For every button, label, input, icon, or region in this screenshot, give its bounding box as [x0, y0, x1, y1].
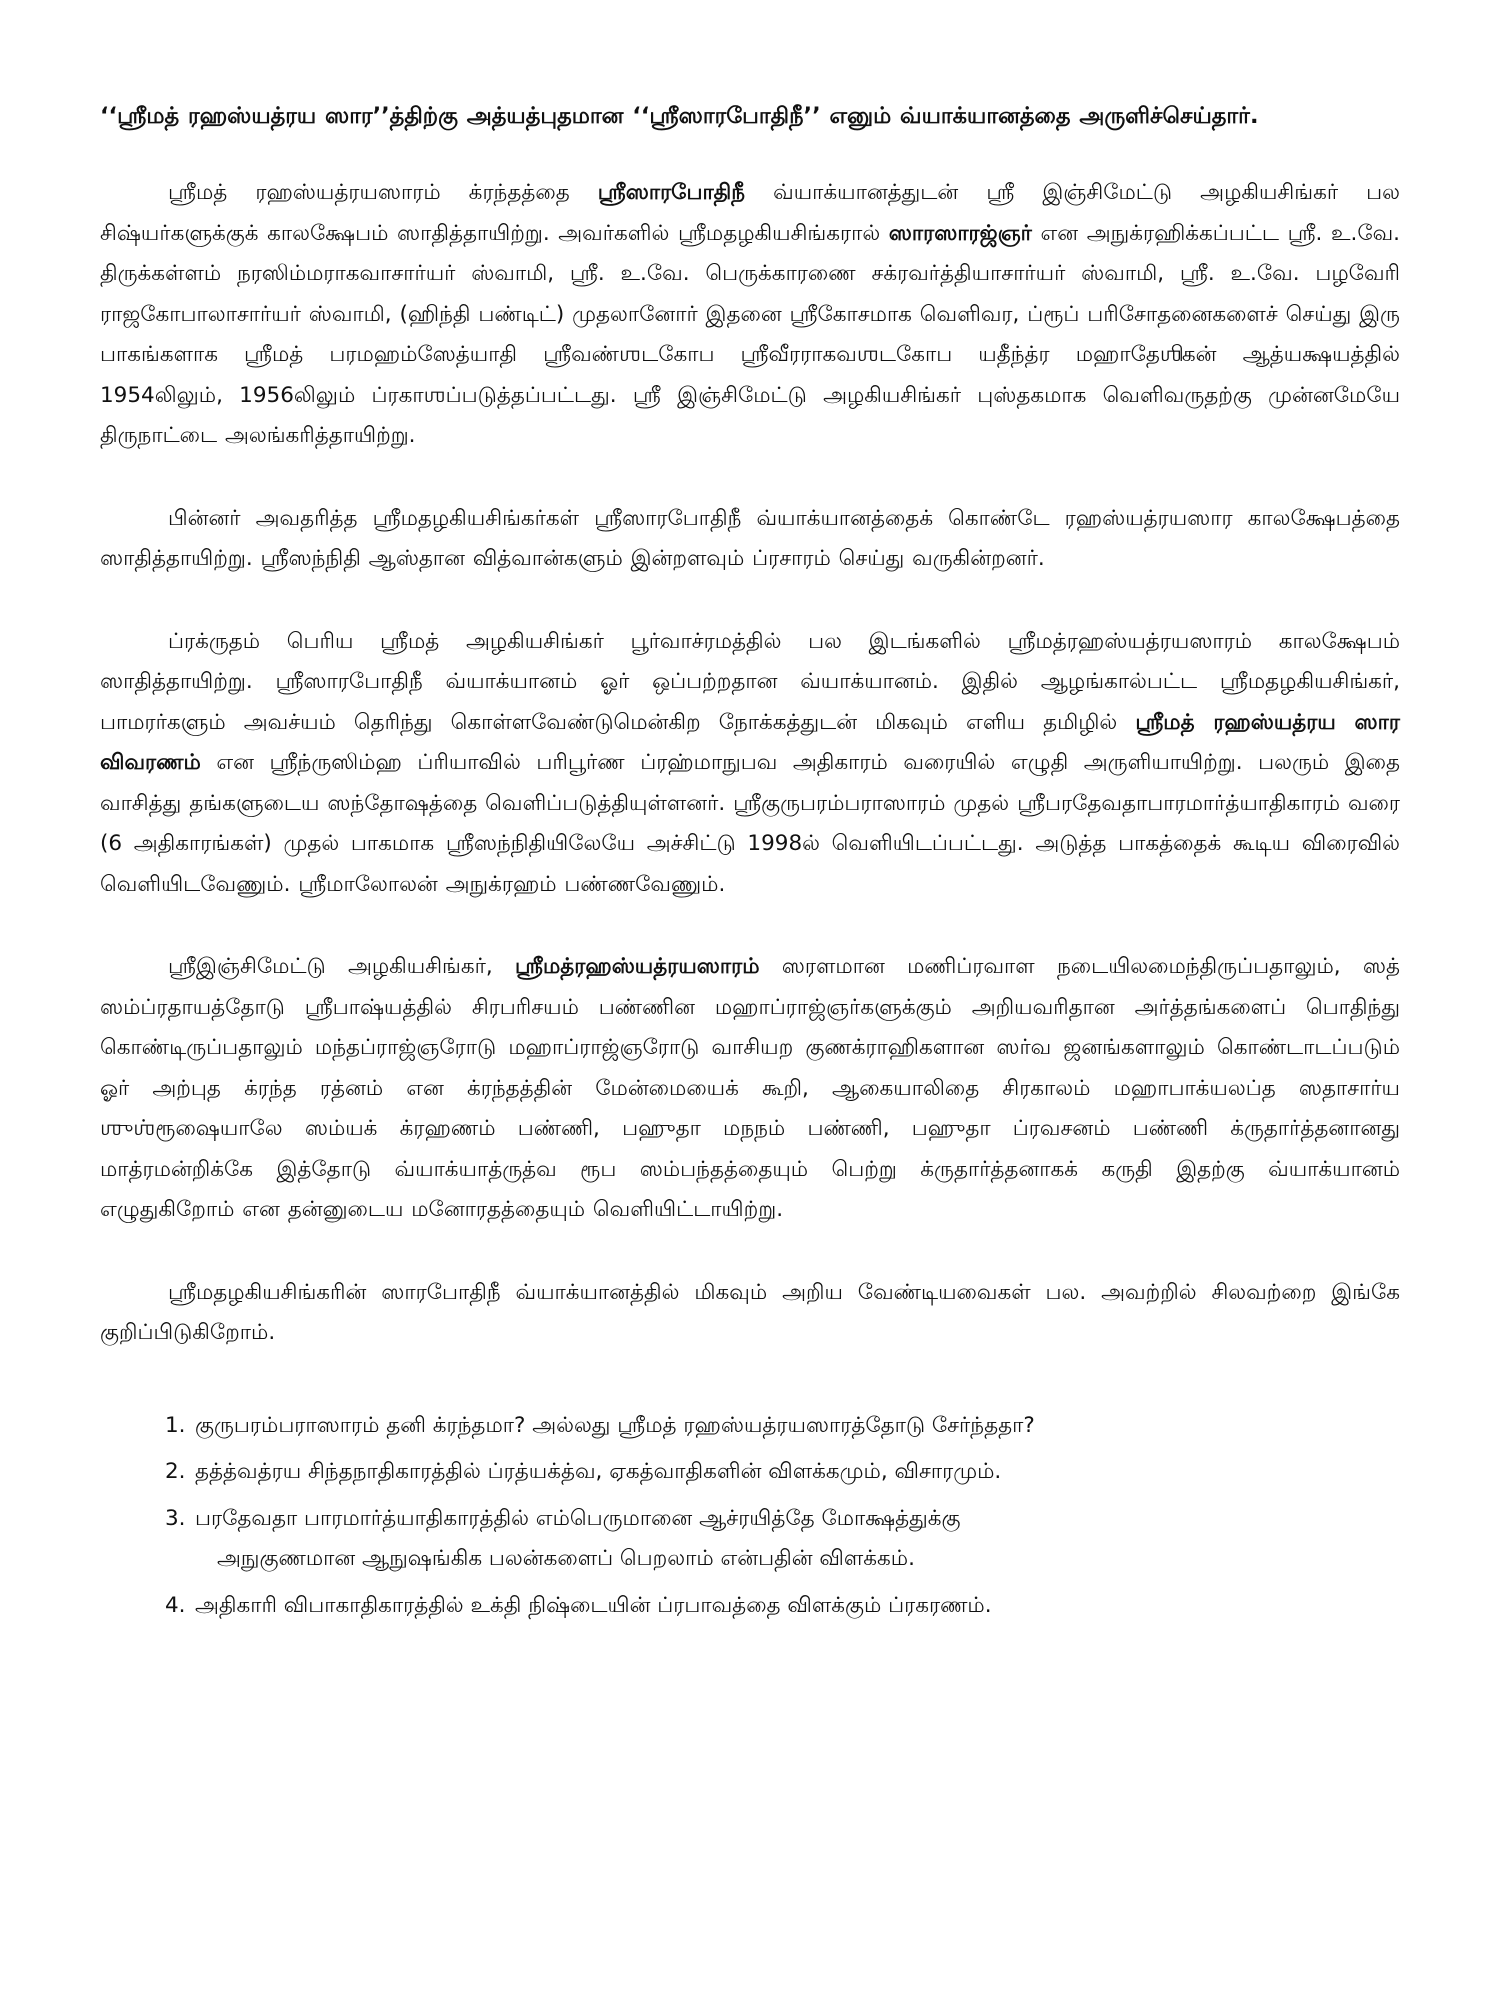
paragraph-4-part-1: ஸ்ரீஇஞ்சிமேட்டு அழகியசிங்கர்,	[168, 954, 515, 979]
paragraph-1-part-1: ஸ்ரீமத் ரஹஸ்யத்ரயஸாரம் க்ரந்தத்தை	[168, 180, 598, 205]
list-item	[100, 1586, 1400, 1627]
list-item-text: பரதேவதா பாரமார்த்யாதிகாரத்தில் எம்பெருமானை ஆச்ரயித்தே மோக்ஷத்துக்கு	[195, 1505, 961, 1531]
paragraph-1-bold-2: ஸாரஸாரஜ்ஞர்	[888, 220, 1032, 246]
paragraph-3-part-1: ப்ரக்ருதம் பெரிய ஸ்ரீமத் அழகியசிங்கர் பூர்வாச்ரமத்தில் பல இடங்களில் ஸ்ரீமத்ரஹஸ்யத்ரயஸாரம் காலக்ஷேபம் ஸாதித்தாயிற்று. ஸ்ரீஸாரபோதிநீ வ்யாக்யானம் ஓர் ஒப்பற்றதான வ்யாக்யானம். இதில் ஆழங்கால்பட்ட ஸ்ரீமதழகியசிங்கர், பாமரர்களும் அவச்யம் தெரிந்து கொள்ளவேண்டுமென்கிற நோக்கத்துடன் மிகவும் எளிய தமிழில்	[100, 628, 1400, 735]
list-item-text: தத்த்வத்ரய சிந்தநாதிகாரத்தில் ப்ரத்யக்த்வ, ஏகத்வாதிகளின் விளக்கமும், விசாரமும்.	[195, 1459, 1002, 1484]
paragraph-1-part-3: என அநுக்ரஹிக்கப்பட்ட ஸ்ரீ. உ.வே. திருக்கள்ளம் நரஸிம்மராகவாசார்யர் ஸ்வாமி, ஸ்ரீ. உ.வே. பெருக்காரணை சக்ரவர்த்தியாசார்யர் ஸ்வாமி, ஸ்ரீ. உ.வே. பழவேரி ராஜகோபாலாசார்யர் ஸ்வாமி, (ஹிந்தி பண்டிட்) முதலானோர் இதனை ஸ்ரீகோசமாக வெளிவர, ப்ரூப் பரிசோதனைகளைச் செய்து இரு பாகங்களாக ஸ்ரீமத் பரமஹம்ஸேத்யாதி ஸ்ரீவண்ஶடகோப ஸ்ரீவீரராகவஶடகோப யதீந்த்ர மஹாதேஶிகன் ஆத்யக்ஷயத்தில் 1954லிலும், 1956லிலும் ப்ரகாஶப்படுத்தப்பட்டது. ஸ்ரீ இஞ்சிமேட்டு அழகியசிங்கர் புஸ்தகமாக வெளிவருதற்கு முன்னமேயே திருநாட்டை அலங்கரித்தாயிற்று.	[100, 220, 1400, 448]
list-item	[100, 1452, 1400, 1493]
paragraph-1-bold-1: ஸ்ரீஸாரபோதிநீ	[597, 180, 746, 205]
paragraph-4	[100, 947, 1400, 1231]
paragraph-3	[100, 622, 1400, 906]
list-item-text: அதிகாரி விபாகாதிகாரத்தில் உக்தி நிஷ்டையின் ப்ரபாவத்தை விளக்கும் ப்ரகரணம்.	[195, 1592, 992, 1618]
list-item-number: 2.	[165, 1459, 186, 1484]
paragraph-4-part-2: ஸரளமான மணிப்ரவாள நடையிலமைந்திருப்பதாலும், ஸத் ஸம்ப்ரதாயத்தோடு ஸ்ரீபாஷ்யத்தில் சிரபரிசயம் பண்ணின மஹாப்ராஜ்ஞர்களுக்கும் அறியவரிதான அர்த்தங்களைப் பொதிந்து கொண்டிருப்பதாலும் மந்தப்ராஜ்ஞரோடு மஹாப்ராஜ்ஞரோடு வாசியற குணக்ராஹிகளான ஸர்வ ஜனங்களாலும் கொண்டாடப்படும் ஓர் அற்புத க்ரந்த ரத்னம் என க்ரந்தத்தின் மேன்மையைக் கூறி, ஆகையாலிதை சிரகாலம் மஹாபாக்யலப்த ஸதாசார்ய ஶுஶ்ரூஷையாலே ஸம்யக் க்ரஹணம் பண்ணி, பஹுதா மநநம் பண்ணி, பஹுதா ப்ரவசனம் பண்ணி க்ருதார்த்தனானது மாத்ரமன்றிக்கே இத்தோடு வ்யாக்யாத்ருத்வ ரூப ஸம்பந்தத்தையும் பெற்று க்ருதார்த்தனாகக் கருதி இதற்கு வ்யாக்யானம் எழுதுகிறோம் என தன்னுடைய மனோரதத்தையும் வெளியிட்டாயிற்று.	[100, 954, 1400, 1222]
paragraph-2	[100, 499, 1400, 580]
paragraph-1	[100, 173, 1400, 457]
paragraph-3-bold-1: ஸ்ரீமத் ரஹஸ்யத்ரய ஸார விவரணம்	[100, 709, 1400, 775]
numbered-list	[100, 1406, 1400, 1627]
list-item-number: 3.	[165, 1505, 186, 1531]
list-spacer	[100, 1396, 1400, 1406]
paragraph-1-part-2: வ்யாக்யானத்துடன் ஸ்ரீ இஞ்சிமேட்டு அழகியசிங்கர் பல சிஷ்யர்களுக்குக் காலக்ஷேபம் ஸாதித்தாயிற்று. அவர்களில் ஸ்ரீமதழகியசிங்கரால்	[100, 180, 1400, 246]
list-item-number: 1.	[165, 1412, 186, 1438]
list-item-number: 4.	[165, 1592, 186, 1618]
intro-paragraph	[100, 95, 1400, 137]
document-body	[100, 95, 1400, 1632]
paragraph-4-bold-1: ஸ்ரீமத்ரஹஸ்யத்ரயஸாரம்	[514, 954, 760, 979]
list-item-continuation: அநுகுணமான ஆநுஷங்கிக பலன்களைப் பெறலாம் என்பதின் விளக்கம்.	[217, 1546, 915, 1571]
paragraph-3-part-2: என ஸ்ரீந்ருஸிம்ஹ ப்ரியாவில் பரிபூர்ண ப்ரஹ்மாநுபவ அதிகாரம் வரையில் எழுதி அருளியாயிற்று. பலரும் இதை வாசித்து தங்களுடைய ஸந்தோஷத்தை வெளிப்படுத்தியுள்ளனர். ஸ்ரீகுருபரம்பராஸாரம் முதல் ஸ்ரீபரதேவதாபாரமார்த்யாதிகாரம் வரை (6 அதிகாரங்கள்) முதல் பாகமாக ஸ்ரீஸந்நிதியிலேயே அச்சிட்டு 1998ல் வெளியிடப்பட்டது. அடுத்த பாகத்தைக் கூடிய விரைவில் வெளியிடவேணும். ஸ்ரீமாலோலன் அநுக்ரஹம் பண்ணவேணும்.	[100, 750, 1400, 897]
list-item	[100, 1499, 1400, 1580]
list-item-text: குருபரம்பராஸாரம் தனி க்ரந்தமா? அல்லது ஸ்ரீமத் ரஹஸ்யத்ரயஸாரத்தோடு சேர்ந்ததா?	[195, 1412, 1035, 1438]
paragraph-5-text: ஸ்ரீமதழகியசிங்கரின் ஸாரபோதிநீ வ்யாக்யானத்தில் மிகவும் அறிய வேண்டியவைகள் பல. அவற்றில் சிலவற்றை இங்கே குறிப்பிடுகிறோம்.	[100, 1279, 1400, 1345]
paragraph-2-text: பின்னர் அவதரித்த ஸ்ரீமதழகியசிங்கர்கள் ஸ்ரீஸாரபோதிநீ வ்யாக்யானத்தைக் கொண்டே ரஹஸ்யத்ரயஸார காலக்ஷேபத்தை ஸாதித்தாயிற்று. ஸ்ரீஸந்நிதி ஆஸ்தான வித்வான்களும் இன்றளவும் ப்ரசாரம் செய்து வருகின்றனர்.	[100, 505, 1400, 571]
paragraph-5	[100, 1273, 1400, 1354]
list-item	[100, 1406, 1400, 1447]
intro-text: ‘‘ஸ்ரீமத் ரஹஸ்யத்ரய ஸார’’த்திற்கு அத்யத்புதமான ‘‘ஸ்ரீஸாரபோதிநீ’’ எனும் வ்யாக்யானத்தை அருளிச்செய்தார்.	[100, 103, 1259, 129]
